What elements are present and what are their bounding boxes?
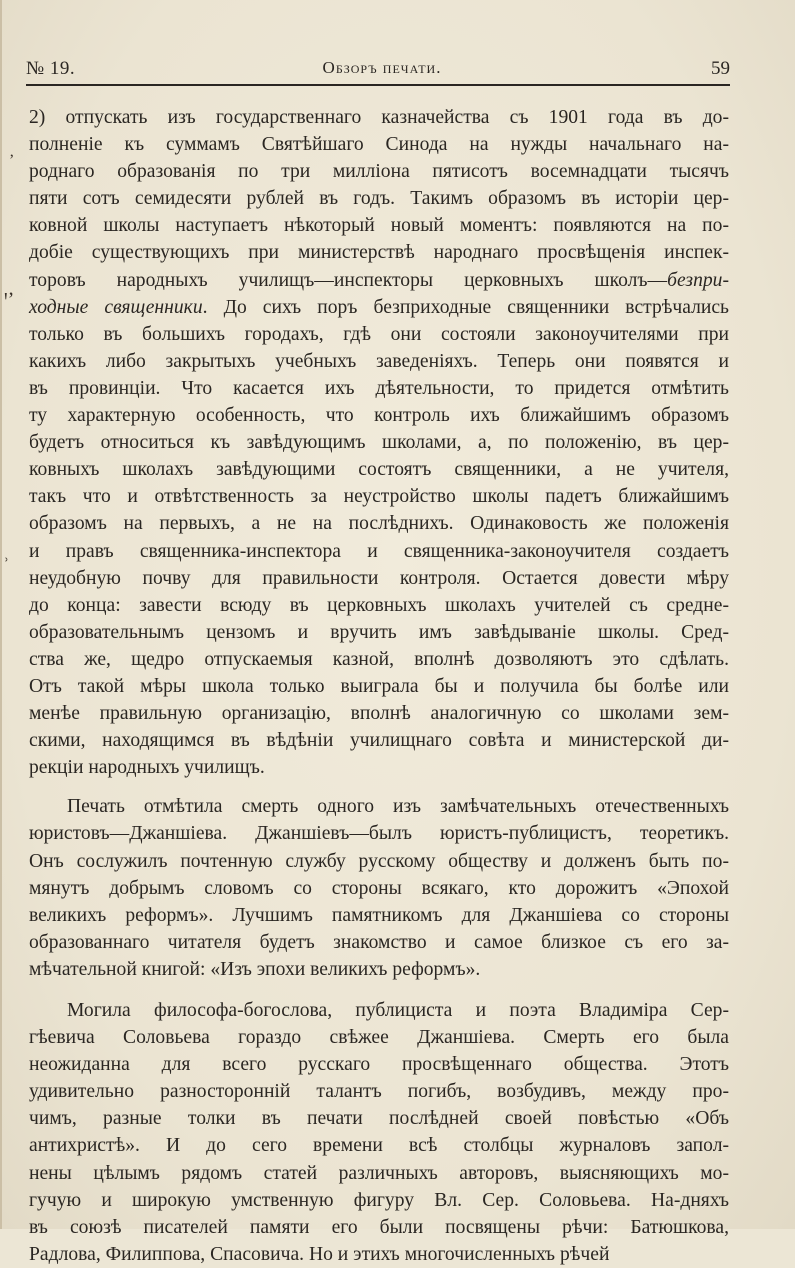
text-line: въ союзѣ писателей памяти его были посвящены рѣчи: Батюшкова, xyxy=(29,1216,729,1238)
text-line: образовательнымъ цензомъ и вручить имъ завѣдываніе школы. Сред- xyxy=(29,621,729,643)
text-line: ковныхъ школахъ завѣдующими состоятъ священники, а не учителя, xyxy=(29,459,729,481)
text-line: удивительно разносторонній талантъ погибъ, возбудивъ, между про- xyxy=(29,1081,729,1103)
text-line: гучую и широкую умственную фигуру Вл. Сер. Соловьева. На-дняхъ xyxy=(29,1189,729,1211)
text-line: образомъ на первыхъ, а не на послѣднихъ. Одинаковость же положенія xyxy=(29,513,729,535)
text-line: неудобную почву для правильности контроля. Остается довести мѣру xyxy=(29,567,729,589)
body-text xyxy=(29,104,729,1268)
running-header xyxy=(26,58,730,82)
text-line: ходные священники. До сихъ поръ безприходные священники встрѣчались xyxy=(29,296,729,318)
italic-term: безпри- xyxy=(667,269,729,291)
paragraph-solovyov xyxy=(29,997,729,1268)
text-line: торовъ народныхъ училищъ—инспекторы церковныхъ школъ—безпри- xyxy=(29,269,729,291)
issue-number: № 19. xyxy=(26,58,76,79)
italic-term: ходные священники xyxy=(29,296,203,318)
paragraph-dzhanshiev xyxy=(29,793,729,983)
text-line: роднаго образованія по три милліона пятисотъ восемнадцати тысячъ xyxy=(29,161,729,183)
text-line: юристовъ—Джаншіева. Джаншіевъ—былъ юристъ-публицистъ, теоретикъ. xyxy=(29,823,729,845)
text-line: гѣевича Соловьева гораздо свѣжее Джаншіева. Смерть его была xyxy=(29,1027,729,1049)
text-line: рекціи народныхъ училищъ. xyxy=(29,757,265,779)
page-number: 59 xyxy=(711,58,730,79)
text-line: мѣчательной книгой: «Изъ эпохи великихъ реформъ». xyxy=(29,958,481,980)
text-line: до конца: завести всюду въ церковныхъ школахъ учителей съ средне- xyxy=(29,594,729,616)
text-line: чимъ, разные толки въ печати послѣдней своей повѣстью «Объ xyxy=(29,1108,729,1130)
text-line: образованнаго читателя будетъ знакомство и самое близкое съ его за- xyxy=(29,931,729,953)
text-line: полненіе къ суммамъ Святѣйшаго Синода на нужды начальнаго на- xyxy=(29,134,729,156)
header-rule xyxy=(26,84,730,86)
text-line: Онъ сослужилъ почтенную службу русскому обществу и долженъ быть по- xyxy=(29,850,729,872)
text-line: только въ большихъ городахъ, гдѣ они состояли законоучителями при xyxy=(29,323,729,345)
margin-mark: ʼ xyxy=(9,152,15,169)
text-line: мянутъ добрымъ словомъ со стороны всякаго, кто дорожитъ «Эпохой xyxy=(29,877,729,899)
text-line: и правъ священника-инспектора и священника-законоучителя создаетъ xyxy=(29,540,729,562)
text-line: неожиданна для всего русскаго просвѣщеннаго общества. Этотъ xyxy=(29,1054,729,1076)
text-line: пяти сотъ семидесяти рублей въ годъ. Такимъ образомъ въ исторіи цер- xyxy=(29,188,729,210)
text-line: Отъ такой мѣры школа только выиграла бы и получила бы болѣе или xyxy=(29,675,729,697)
text-line: антихристѣ». И до сего времени всѣ столбцы журналовъ запол- xyxy=(29,1135,729,1157)
paragraph-school-inspectors xyxy=(29,104,729,781)
text-line: менѣе правильную организацію, вполнѣ аналогичную со школами зем- xyxy=(29,703,729,725)
text-line: ту характерную особенность, что контроль ихъ ближайшимъ образомъ xyxy=(29,405,729,427)
text-line: такъ что и отвѣтственность за неустройство школы падетъ ближайшимъ xyxy=(29,486,729,508)
text-line: въ провинціи. Что касается ихъ дѣятельности, то придется отмѣтить xyxy=(29,377,729,399)
text-line: 2) отпускать изъ государственнаго казначейства съ 1901 года въ до- xyxy=(29,107,729,128)
margin-mark: ʾ xyxy=(3,555,10,577)
text-line: Радлова, Филиппова, Спасовича. Но и этихъ многочисленныхъ рѣчей xyxy=(29,1243,610,1265)
text-line: добіе существующихъ при министерствѣ народнаго просвѣщенія инспек- xyxy=(29,242,729,264)
section-title: Обзоръ печати. xyxy=(322,58,442,77)
text-line: нены цѣлымъ рядомъ статей различныхъ авторовъ, выясняющихъ мо- xyxy=(29,1162,729,1184)
page-edge-shadow xyxy=(0,0,2,1229)
text-line: великихъ реформъ». Лучшимъ памятникомъ для Джаншіева со стороны xyxy=(29,904,729,926)
text-line: какихъ либо закрытыхъ учебныхъ заведеніяхъ. Теперь они появятся и xyxy=(29,350,729,372)
text-line: будетъ относиться къ завѣдующимъ школами, а, по положенію, въ цер- xyxy=(29,432,729,454)
text-line: скими, находящимся въ вѣдѣніи училищнаго совѣта и министерской ди- xyxy=(29,730,729,752)
text-line: Печать отмѣтила смерть одного изъ замѣчательныхъ отечественныхъ xyxy=(67,796,729,818)
text-line: ковной школы наступаетъ нѣкоторый новый моментъ: появляются на по- xyxy=(29,215,729,237)
text-line: Могила философа-богослова, публициста и поэта Владиміра Сер- xyxy=(67,1000,729,1021)
text-line: ства же, щедро отпускаемыя казной, вполнѣ дозволяютъ это сдѣлать. xyxy=(29,648,729,670)
margin-mark: ꞌʼ xyxy=(4,289,15,311)
